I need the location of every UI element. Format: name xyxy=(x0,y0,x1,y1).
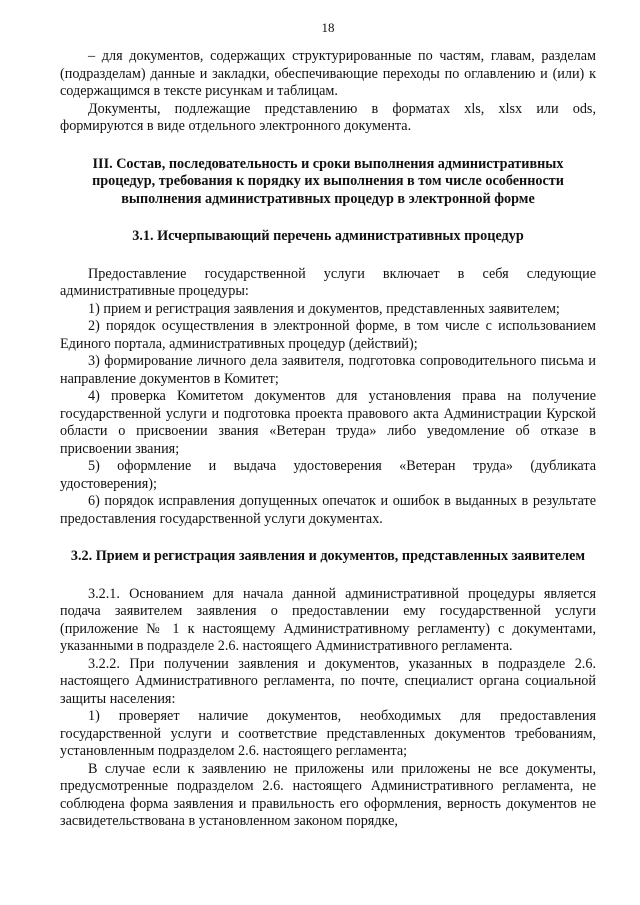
paragraph-3-2-2-case: В случае если к заявлению не приложены или приложены не все документы, предусмотренные подразделом 2.6. настоящего Административного регламента, не соблюдена форма заявления и правильность его оформления, верность документов не засвидетельствована в установленном законом порядке, xyxy=(60,760,596,829)
intro-paragraph-2: Документы, подлежащие представлению в форматах xls, xlsx или ods, формируются в виде отдельного электронного документа. xyxy=(60,100,596,134)
procedure-item-5: 5) оформление и выдача удостоверения «Ветеран труда» (дубликата удостоверения); xyxy=(60,458,596,492)
paragraph-3-2-2: 3.2.2. При получении заявления и документов, указанных в подразделе 2.6. настоящего Административного регламента, по почте, специалист органа социальной защиты населения: xyxy=(60,655,596,707)
procedure-item-6: 6) порядок исправления допущенных опечаток и ошибок в выданных в результате предоставления государственной услуги документах. xyxy=(60,493,596,527)
procedure-item-2: 2) порядок осуществления в электронной форме, в том числе с использованием Единого портала, административных процедур (действий); xyxy=(60,318,596,352)
section-3-heading: III. Состав, последовательность и сроки выполнения административных процедур, требования к порядку их выполнения в том числе особенности выполнения административных процедур в электронной форме xyxy=(92,155,564,207)
section-3-2-heading: 3.2. Прием и регистрация заявления и документов, представленных заявителем xyxy=(70,548,586,564)
paragraph-3-2-2-item-1: 1) проверяет наличие документов, необходимых для предоставления государственной услуги и соответствие представленных документов требованиям, установленным подразделом 2.6. настоящего регламента; xyxy=(60,708,596,759)
procedure-item-4: 4) проверка Комитетом документов для установления права на получение государственной услуги и подготовка проекта правового акта Администрации Курской области о присвоении звания «Ветеран труда» либо уведомление об отказе в присвоении звания; xyxy=(60,388,596,457)
procedure-item-3: 3) формирование личного дела заявителя, подготовка сопроводительного письма и направление документов в Комитет; xyxy=(60,353,596,387)
intro-paragraph-1: – для документов, содержащих структурированные по частям, главам, разделам (подразделам) данные и закладки, обеспечивающие переходы по оглавлению и (или) к содержащимся в тексте рисункам и таблицам. xyxy=(60,48,596,99)
procedure-item-1: 1) прием и регистрация заявления и документов, представленных заявителем; xyxy=(88,300,560,317)
paragraph-3-2-1: 3.2.1. Основанием для начала данной административной процедуры является подача заявителем заявления о предоставлении ему государственной услуги (приложение № 1 к настоящему Административному регламенту) с документами, указанными в подразделе 2.6. настоящего Административного регламента. xyxy=(60,585,596,654)
section-3-1-heading: 3.1. Исчерпывающий перечень административных процедур xyxy=(132,228,524,244)
page-number: 18 xyxy=(321,20,335,35)
section-3-1-lead: Предоставление государственной услуги включает в себя следующие административные процедуры: xyxy=(60,265,596,299)
